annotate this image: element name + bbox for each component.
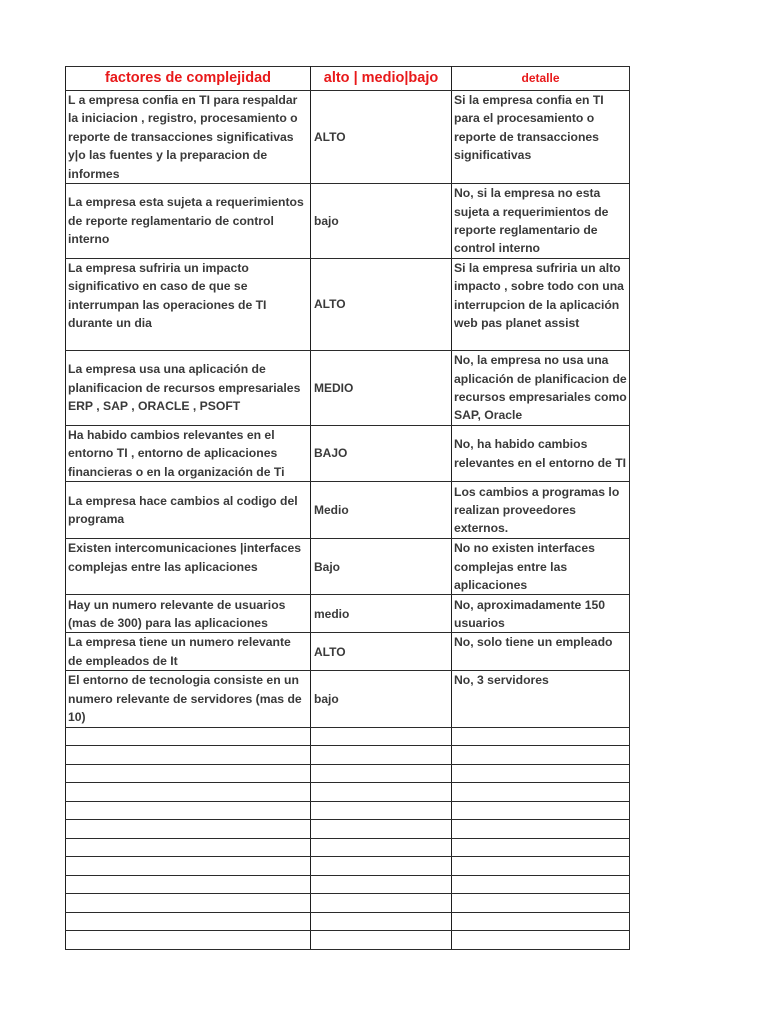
empty-level-cell[interactable]	[311, 894, 452, 913]
level-cell[interactable]: ALTO	[311, 91, 452, 184]
factor-cell[interactable]: La empresa sufriria un impacto significativo en caso de que se interrumpan las operaciones de TI durante un dia	[66, 259, 311, 351]
empty-factor-cell[interactable]	[66, 838, 311, 857]
header-detail[interactable]: detalle	[452, 67, 630, 91]
empty-level-cell[interactable]	[311, 838, 452, 857]
table-row	[66, 482, 630, 539]
level-cell[interactable]: ALTO	[311, 633, 452, 671]
empty-level-cell[interactable]	[311, 857, 452, 876]
detail-cell[interactable]: Si la empresa confia en TI para el procesamiento o reporte de transacciones significativas	[452, 91, 630, 184]
empty-row	[66, 894, 630, 913]
empty-level-cell[interactable]	[311, 783, 452, 802]
header-level[interactable]: alto | medio|bajo	[311, 67, 452, 91]
factor-cell[interactable]: Ha habido cambios relevantes en el entorno TI , entorno de aplicaciones financieras o en la organización de Ti	[66, 426, 311, 482]
factor-cell[interactable]: Hay un numero relevante de usuarios (mas de 300) para las aplicaciones	[66, 595, 311, 633]
empty-detail-cell[interactable]	[452, 857, 630, 876]
factor-cell[interactable]: Existen intercomunicaciones |interfaces complejas entre las aplicaciones	[66, 539, 311, 595]
factor-cell[interactable]: La empresa hace cambios al codigo del programa	[66, 482, 311, 539]
empty-factor-cell[interactable]	[66, 746, 311, 765]
detail-cell[interactable]: No, ha habido cambios relevantes en el entorno de TI	[452, 426, 630, 482]
empty-level-cell[interactable]	[311, 912, 452, 931]
empty-level-cell[interactable]	[311, 801, 452, 820]
empty-detail-cell[interactable]	[452, 912, 630, 931]
complexity-table	[65, 66, 630, 950]
level-cell[interactable]: Bajo	[311, 539, 452, 595]
empty-factor-cell[interactable]	[66, 894, 311, 913]
empty-detail-cell[interactable]	[452, 783, 630, 802]
empty-row	[66, 801, 630, 820]
empty-factor-cell[interactable]	[66, 783, 311, 802]
empty-factor-cell[interactable]	[66, 801, 311, 820]
level-cell[interactable]: bajo	[311, 184, 452, 259]
empty-row	[66, 838, 630, 857]
level-cell[interactable]: bajo	[311, 671, 452, 727]
empty-factor-cell[interactable]	[66, 931, 311, 950]
detail-cell[interactable]: Si la empresa sufriria un alto impacto , sobre todo con una interrupcion de la aplicación web pas planet assist	[452, 259, 630, 351]
empty-factor-cell[interactable]	[66, 857, 311, 876]
empty-factor-cell[interactable]	[66, 727, 311, 746]
detail-cell[interactable]: No, 3 servidores	[452, 671, 630, 727]
detail-cell[interactable]: No no existen interfaces complejas entre las aplicaciones	[452, 539, 630, 595]
empty-row	[66, 746, 630, 765]
detail-cell[interactable]: No, solo tiene un empleado	[452, 633, 630, 671]
empty-row	[66, 875, 630, 894]
empty-row	[66, 727, 630, 746]
empty-detail-cell[interactable]	[452, 820, 630, 839]
empty-level-cell[interactable]	[311, 727, 452, 746]
detail-cell[interactable]: No, aproximadamente 150 usuarios	[452, 595, 630, 633]
header-factor[interactable]: factores de complejidad	[66, 67, 311, 91]
empty-detail-cell[interactable]	[452, 727, 630, 746]
header-row	[66, 67, 630, 91]
detail-cell[interactable]: No, la empresa no usa una aplicación de planificacion de recursos empresariales como SAP, Oracle	[452, 351, 630, 426]
table-row	[66, 633, 630, 671]
factor-cell[interactable]: El entorno de tecnologia consiste en un numero relevante de servidores (mas de 10)	[66, 671, 311, 727]
factor-cell[interactable]: La empresa tiene un numero relevante de empleados de It	[66, 633, 311, 671]
empty-row	[66, 912, 630, 931]
empty-factor-cell[interactable]	[66, 764, 311, 783]
empty-row	[66, 857, 630, 876]
detail-cell[interactable]: Los cambios a programas lo realizan proveedores externos.	[452, 482, 630, 539]
empty-level-cell[interactable]	[311, 875, 452, 894]
detail-cell[interactable]: No, si la empresa no esta sujeta a requerimientos de reporte reglamentario de control interno	[452, 184, 630, 259]
factor-cell[interactable]: La empresa esta sujeta a requerimientos de reporte reglamentario de control interno	[66, 184, 311, 259]
empty-factor-cell[interactable]	[66, 875, 311, 894]
empty-level-cell[interactable]	[311, 931, 452, 950]
empty-level-cell[interactable]	[311, 820, 452, 839]
table-row	[66, 671, 630, 727]
empty-row	[66, 820, 630, 839]
empty-detail-cell[interactable]	[452, 764, 630, 783]
complexity-sheet	[65, 66, 629, 950]
table-row	[66, 351, 630, 426]
empty-detail-cell[interactable]	[452, 931, 630, 950]
level-cell[interactable]: Medio	[311, 482, 452, 539]
table-row	[66, 426, 630, 482]
empty-level-cell[interactable]	[311, 764, 452, 783]
table-row	[66, 259, 630, 351]
empty-factor-cell[interactable]	[66, 820, 311, 839]
level-cell[interactable]: medio	[311, 595, 452, 633]
level-cell[interactable]: ALTO	[311, 259, 452, 351]
empty-detail-cell[interactable]	[452, 746, 630, 765]
empty-row	[66, 783, 630, 802]
level-cell[interactable]: BAJO	[311, 426, 452, 482]
table-row	[66, 91, 630, 184]
table-row	[66, 595, 630, 633]
empty-row	[66, 764, 630, 783]
table-row	[66, 184, 630, 259]
empty-row	[66, 931, 630, 950]
empty-detail-cell[interactable]	[452, 875, 630, 894]
empty-detail-cell[interactable]	[452, 838, 630, 857]
factor-cell[interactable]: La empresa usa una aplicación de planificacion de recursos empresariales ERP , SAP , ORACLE , PSOFT	[66, 351, 311, 426]
empty-detail-cell[interactable]	[452, 894, 630, 913]
table-row	[66, 539, 630, 595]
level-cell[interactable]: MEDIO	[311, 351, 452, 426]
empty-factor-cell[interactable]	[66, 912, 311, 931]
empty-detail-cell[interactable]	[452, 801, 630, 820]
factor-cell[interactable]: L a empresa confia en TI para respaldar la iniciacion , registro, procesamiento o reporte de transacciones significativas y|o las fuentes y la preparacion de informes	[66, 91, 311, 184]
empty-level-cell[interactable]	[311, 746, 452, 765]
